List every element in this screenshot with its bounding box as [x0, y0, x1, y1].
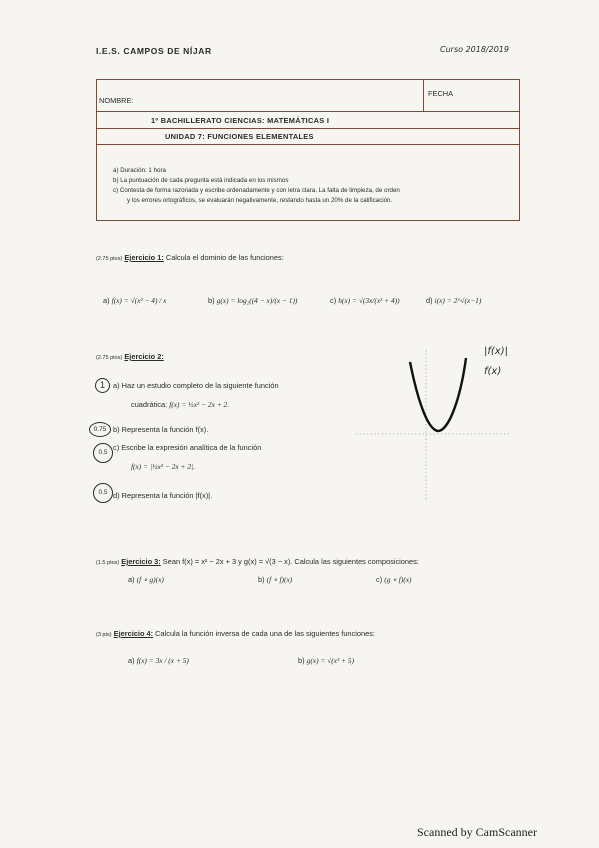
- ex2-c: c) Escribe la expresión analítica de la función: [113, 443, 262, 452]
- ex1-points: (2.75 ptos): [96, 256, 123, 262]
- fecha-label: FECHA: [428, 89, 454, 98]
- ex2-d: d) Representa la función |f(x)|.: [113, 491, 213, 500]
- ex2-b: b) Representa la función f(x).: [113, 425, 209, 434]
- ex1-item-a: a) f(x) = √(x² − 4) / x: [103, 296, 167, 305]
- ex1-item-b: b) g(x) = log₂((4 − x)/(x − 1)): [208, 296, 298, 305]
- exercise-2-heading: [96, 352, 164, 361]
- ex1-statement: Calcula el dominio de las funciones:: [165, 253, 284, 262]
- unit-title: UNIDAD 7: FUNCIONES ELEMENTALES: [165, 132, 314, 141]
- ex3-item-b: b) (f ∘ f)(x): [258, 575, 293, 584]
- mark-c: 0.5: [93, 443, 113, 463]
- ex1-item-d: d) i(x) = 2^√(x−1): [426, 296, 482, 305]
- course-year: Curso 2018/2019: [440, 45, 509, 54]
- abs-f-label: |f(x)|: [484, 346, 508, 357]
- ex2-a-line2: cuadrática: f(x) = ½x² − 2x + 2.: [131, 400, 230, 409]
- exercise-3-heading: [96, 557, 419, 566]
- instruction-a: a) Duración: 1 hora: [113, 167, 166, 174]
- ex4-item-a: a) f(x) = 3x / (x + 5): [128, 656, 189, 665]
- scanner-watermark: Scanned by CamScanner: [417, 825, 537, 839]
- exercise-4-heading: [96, 629, 375, 638]
- ex2-title: Ejercicio 2:: [124, 352, 164, 361]
- ex2-c-expr: f(x) = |½x² − 2x + 2|.: [131, 462, 195, 471]
- hand-drawn-graph: [352, 330, 512, 510]
- ex2-points: (2.75 ptos): [96, 355, 123, 361]
- subject-title: 1º BACHILLERATO CIENCIAS: MATEMÁTICAS I: [151, 116, 330, 125]
- ex3-item-c: c) (g ∘ f)(x): [376, 575, 412, 584]
- ex3-title: Ejercicio 3:: [121, 557, 161, 566]
- ex4-item-b: b) g(x) = √(x³ + 5): [298, 656, 355, 665]
- ex3-points: (1.5 ptos): [96, 560, 120, 566]
- ex4-statement: Calcula la función inversa de cada una de las siguientes funciones:: [155, 629, 375, 638]
- instruction-c-cont: y los errores ortográficos, se evaluarán negativamente, restando hasta un 20% de la calificación.: [127, 197, 393, 204]
- ex4-points: (3 pts): [96, 632, 112, 638]
- ex4-title: Ejercicio 4:: [113, 629, 154, 638]
- mark-a: 1: [95, 378, 110, 393]
- f-label: f(x): [484, 366, 502, 377]
- school-name: I.E.S. CAMPOS DE NÍJAR: [96, 46, 212, 56]
- exercise-1-heading: [96, 253, 284, 262]
- instruction-b: b) La puntuación de cada pregunta está indicada en los mismos: [113, 177, 289, 184]
- nombre-label: NOMBRE:: [99, 96, 134, 105]
- ex2-a-line1: a) Haz un estudio completo de la siguiente función: [113, 381, 279, 390]
- ex1-item-c: c) h(x) = √(3x/(x² + 4)): [330, 296, 400, 305]
- mark-b: 0.75: [89, 422, 111, 437]
- ex1-title: Ejercicio 1:: [124, 253, 164, 262]
- ex3-item-a: a) (f ∘ g)(x): [128, 575, 164, 584]
- student-info-box: [96, 79, 520, 221]
- instruction-c: c) Contesta de forma razonada y escribe ordenadamente y con letra clara. La falta de limpieza, de orden: [113, 187, 400, 194]
- mark-d: 0.5: [93, 483, 113, 503]
- ex3-statement: Sean f(x) = x² − 2x + 3 y g(x) = √(3 − x). Calcula las siguientes composiciones:: [162, 557, 419, 566]
